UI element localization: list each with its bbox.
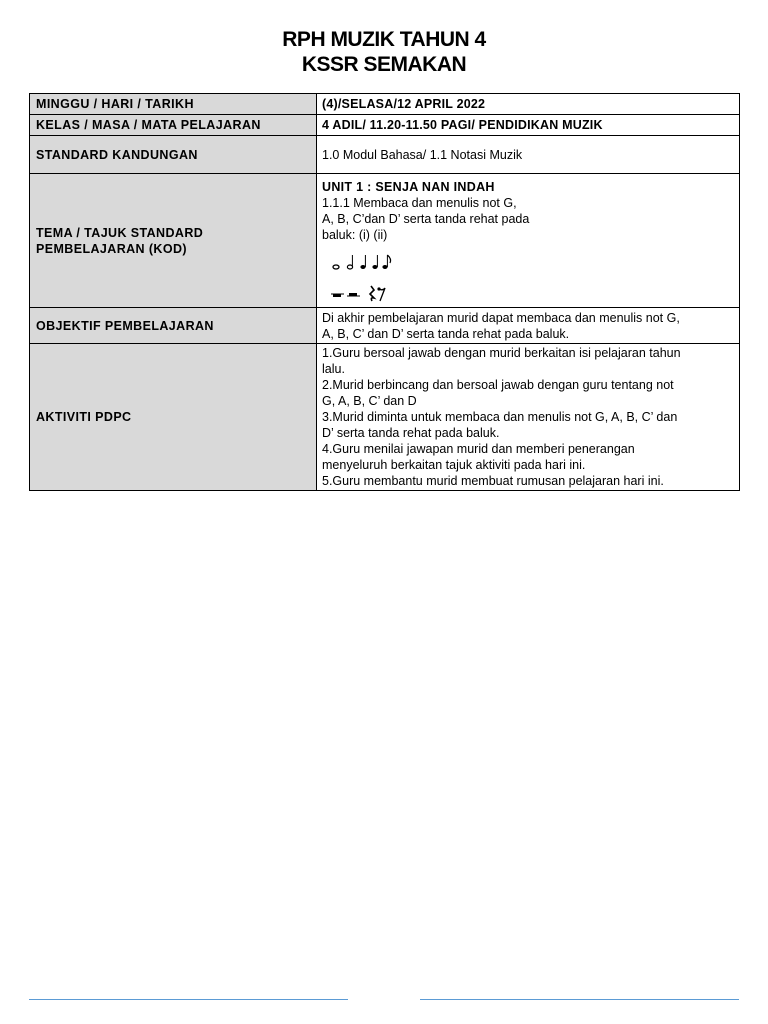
row-value: (4)/SELASA/12 APRIL 2022 [317,94,740,115]
aktiviti-line: 4.Guru menilai jawapan murid dan memberi penerangan [322,442,635,456]
aktiviti-value [317,344,740,491]
row-label: STANDARD KANDUNGAN [30,136,317,174]
tema-line: A, B, C’dan D’ serta tanda rehat pada [322,212,530,226]
row-label: MINGGU / HARI / TARIKH [30,94,317,115]
table-row [30,115,740,136]
aktiviti-line: 5.Guru membantu murid membuat rumusan pelajaran hari ini. [322,474,664,488]
table-row [30,344,740,491]
footer-divider-right [420,999,739,1000]
tema-line: baluk: (i) (ii) [322,228,388,242]
tema-label-line: PEMBELAJARAN (KOD) [36,241,187,256]
aktiviti-line: 2.Murid berbincang dan bersoal jawab dengan guru tentang not [322,378,674,392]
table-row [30,174,740,308]
aktiviti-line: G, A, B, C’ dan D [322,394,417,408]
footer-divider-left [29,999,348,1000]
table-row [30,94,740,115]
objektif-label: OBJEKTIF PEMBELAJARAN [30,308,317,344]
page-title: RPH MUZIK TAHUN 4 [282,28,486,51]
tema-label [30,174,317,308]
aktiviti-line: 3.Murid diminta untuk membaca dan menulis not G, A, B, C’ dan [322,410,678,424]
table-row [30,136,740,174]
objektif-line: Di akhir pembelajaran murid dapat membaca dan menulis not G, [322,310,680,325]
objektif-line: A, B, C’ dan D’ serta tanda rehat pada baluk. [322,326,570,341]
objektif-value [317,308,740,344]
aktiviti-line: 1.Guru bersoal jawab dengan murid berkaitan isi pelajaran tahun [322,346,681,360]
table-row [30,308,740,344]
row-value: 1.0 Modul Bahasa/ 1.1 Notasi Muzik [317,136,740,174]
aktiviti-line: D’ serta tanda rehat pada baluk. [322,426,500,440]
aktiviti-label: AKTIVITI PDPC [30,344,317,491]
aktiviti-line: menyeluruh berkaitan tajuk aktiviti pada hari ini. [322,458,586,472]
row-value: 4 ADIL/ 11.20-11.50 PAGI/ PENDIDIKAN MUZIK [317,115,740,136]
tema-value [317,174,740,308]
lesson-plan-table [29,93,740,491]
aktiviti-line: lalu. [322,362,345,376]
music-notes-and-rests-icon [330,253,400,303]
tema-label-line: TEMA / TAJUK STANDARD [36,225,204,240]
unit-title: UNIT 1 : SENJA NAN INDAH [322,180,495,194]
tema-line: 1.1.1 Membaca dan menulis not G, [322,196,517,210]
row-label: KELAS / MASA / MATA PELAJARAN [30,115,317,136]
page-subtitle: KSSR SEMAKAN [301,53,467,76]
